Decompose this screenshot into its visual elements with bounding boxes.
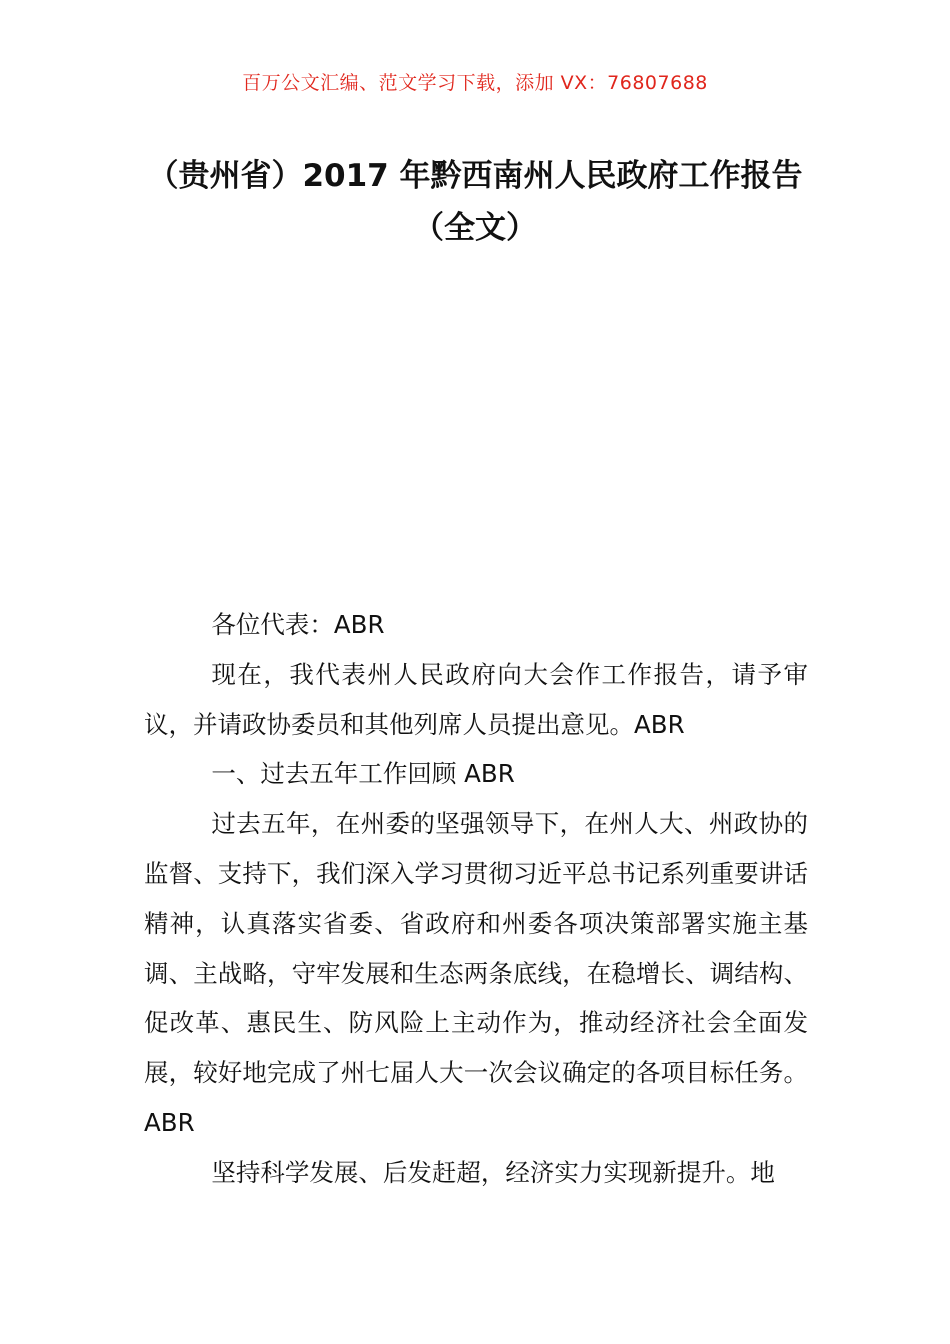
document-title: （贵州省）2017 年黔西南州人民政府工作报告（全文） [147,158,803,246]
paragraph-intro: 现在，我代表州人民政府向大会作工作报告，请予审议，并请政协委员和其他列席人员提出意见。ABR [144,659,808,739]
paragraph-economic-growth: 坚持科学发展、后发赶超，经济实力实现新提升。地 [211,1157,775,1187]
section-heading-review: 一、过去五年工作回顾 ABR [211,759,515,789]
paragraph-salutation: 各位代表：ABR [211,610,385,639]
paragraph-review-summary: 过去五年，在州委的坚强领导下，在州人大、州政协的监督、支持下，我们深入学习贯彻习近平总书记系列重要讲话精神，认真落实省委、省政府和州委各项决策部署实施主基调、主战略，守牢发展和生态两条底线，在稳增长、调结构、促改革、惠民生、防风险上主动作为，推动经济社会全面发展，较好地完成了州七届人大一次会议确定的各项目标任务。ABR [144,809,808,1137]
header-watermark-note: 百万公文汇编、范文学习下载，添加 VX：76807688 [242,72,708,94]
document-body [144,600,808,1198]
